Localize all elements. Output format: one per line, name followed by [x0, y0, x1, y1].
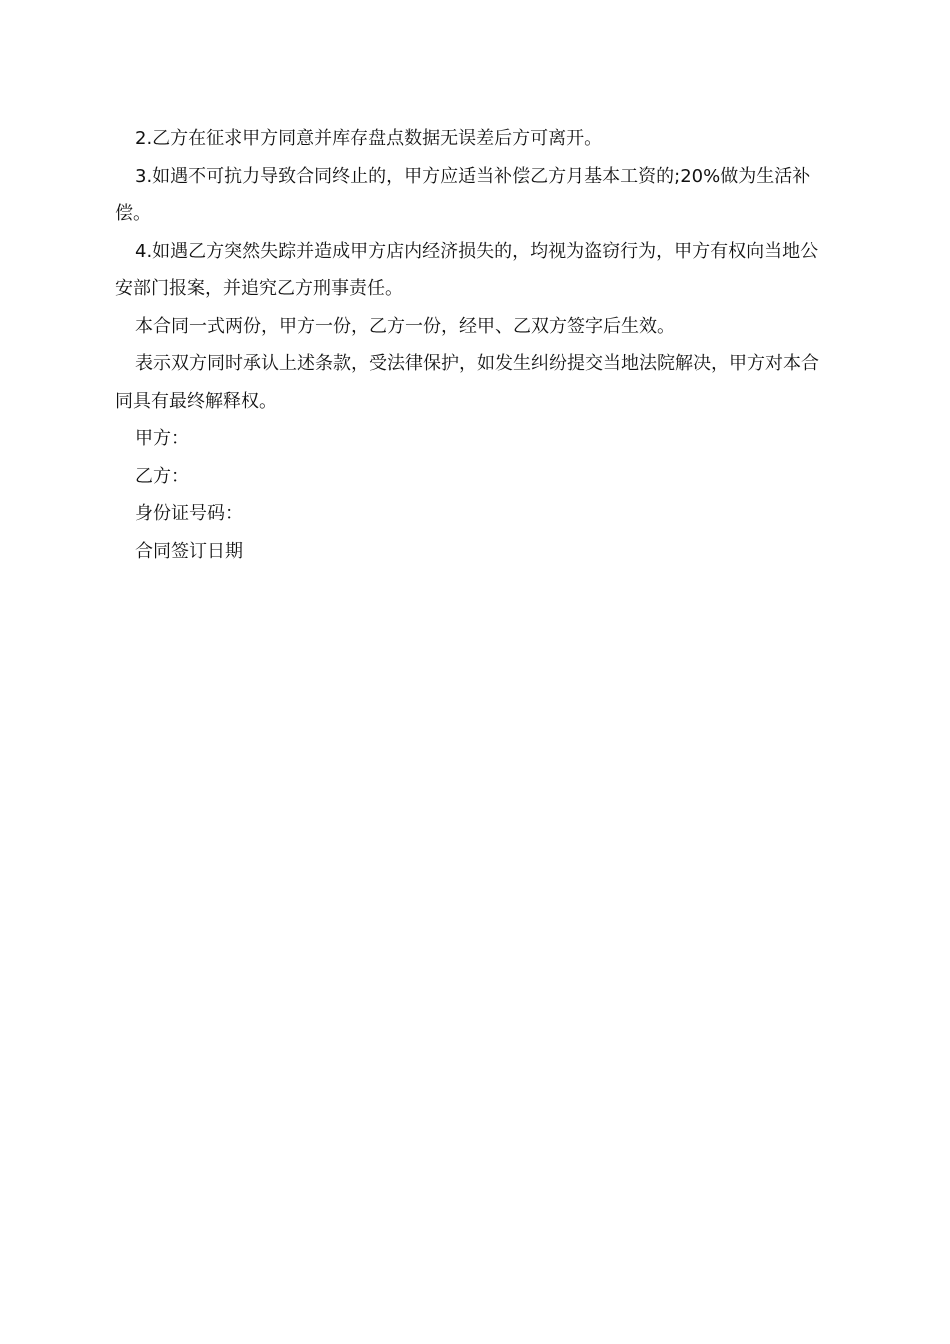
clause-2: 2.乙方在征求甲方同意并库存盘点数据无误差后方可离开。: [135, 128, 603, 149]
clause-3: 3.如遇不可抗力导致合同终止的，甲方应适当补偿乙方月基本工资的;20%做为生活补偿。: [115, 165, 811, 224]
sign-date-field: 合同签订日期: [135, 540, 243, 562]
party-a-signature: 甲方：: [135, 428, 189, 449]
document-body: [115, 120, 835, 570]
legal-clause: 表示双方同时承认上述条款，受法律保护，如发生纠纷提交当地法院解决，甲方对本合同具有最终解释权。: [115, 353, 819, 412]
copies-clause: 本合同一式两份，甲方一份，乙方一份，经甲、乙双方签字后生效。: [135, 315, 675, 337]
clause-4: 4.如遇乙方突然失踪并造成甲方店内经济损失的，均视为盗窃行为，甲方有权向当地公安部门报案，并追究乙方刑事责任。: [115, 240, 819, 299]
id-number-field: 身份证号码：: [135, 503, 243, 524]
party-b-signature: 乙方：: [135, 465, 189, 487]
